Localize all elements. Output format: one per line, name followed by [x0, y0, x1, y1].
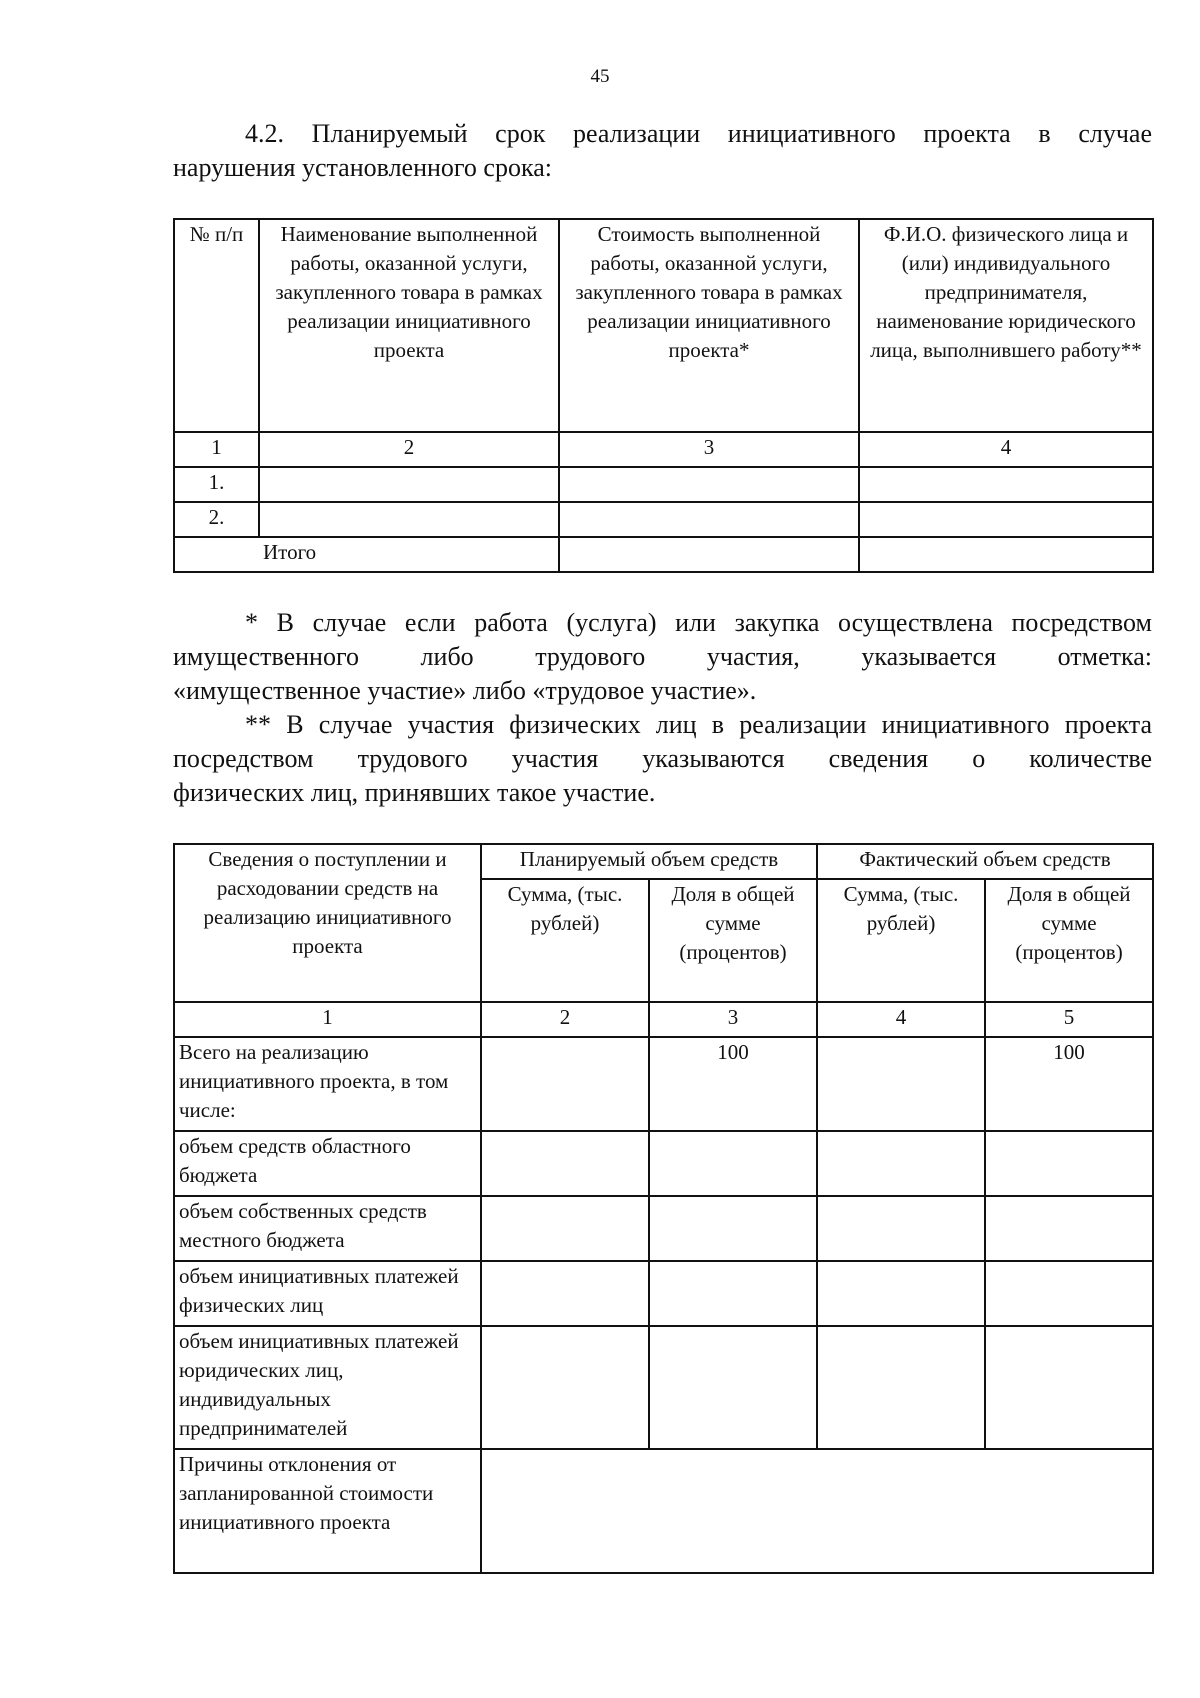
empty-cell: [559, 502, 859, 537]
empty-cell: [859, 467, 1153, 502]
implementation-table: [173, 218, 1154, 573]
column-number-row: [174, 1002, 1153, 1037]
table-row: [174, 1037, 1153, 1131]
empty-cell: [259, 467, 559, 502]
footnote-2-line1: ** В случае участия физических лиц в реализации инициативного проекта: [245, 710, 1152, 739]
empty-cell: [259, 502, 559, 537]
footnote-2-line2: посредством трудового участия указываются сведения о количестве: [173, 744, 1152, 773]
header-actual-volume: Фактический объем средств: [817, 844, 1153, 879]
table-row: [174, 1261, 1153, 1326]
table-row: [174, 1131, 1153, 1196]
row-label: объем инициативных платежей юридических лиц, индивидуальных предпринимателей: [174, 1326, 481, 1449]
funding-table: [173, 843, 1154, 1574]
column-number-row: [174, 432, 1153, 467]
table-header-row: [174, 219, 1153, 432]
section-heading-line2: нарушения установленного срока:: [173, 153, 552, 182]
empty-cell: [649, 1196, 817, 1261]
empty-cell: [481, 1261, 649, 1326]
footnote-2-line3: физических лиц, принявших такое участие.: [173, 778, 656, 807]
empty-cell: [985, 1326, 1153, 1449]
empty-cell: [985, 1196, 1153, 1261]
footnote-1-line2: имущественного либо трудового участия, указывается отметка:: [173, 642, 1152, 671]
table-header-row: [174, 844, 1153, 879]
planned-share-value: 100: [649, 1037, 817, 1131]
actual-share-value: 100: [985, 1037, 1153, 1131]
table-row: [174, 1326, 1153, 1449]
column-number: 2: [481, 1002, 649, 1037]
header-cost: Стоимость выполненной работы, оказанной услуги, закупленного товара в рамках реализации инициативного проекта*: [559, 219, 859, 432]
empty-cell: [985, 1131, 1153, 1196]
column-number: 4: [859, 432, 1153, 467]
row-label: объем средств областного бюджета: [174, 1131, 481, 1196]
footnote-1-line1: * В случае если работа (услуга) или закупка осуществлена посредством: [245, 608, 1152, 637]
empty-cell: [481, 1326, 649, 1449]
header-actual-sum: Сумма, (тыс. рублей): [817, 879, 985, 1002]
empty-cell: [817, 1131, 985, 1196]
header-number: № п/п: [174, 219, 259, 432]
empty-cell: [817, 1261, 985, 1326]
header-planned-volume: Планируемый объем средств: [481, 844, 817, 879]
row-label: объем собственных средств местного бюджета: [174, 1196, 481, 1261]
table-row: [174, 1196, 1153, 1261]
row-label: объем инициативных платежей физических лиц: [174, 1261, 481, 1326]
header-work-name: Наименование выполненной работы, оказанной услуги, закупленного товара в рамках реализации инициативного проекта: [259, 219, 559, 432]
empty-cell: [481, 1131, 649, 1196]
empty-cell: [985, 1261, 1153, 1326]
empty-cell: [649, 1326, 817, 1449]
header-planned-share: Доля в общей сумме (процентов): [649, 879, 817, 1002]
section-heading-line1: 4.2. Планируемый срок реализации инициативного проекта в случае: [245, 119, 1152, 148]
column-number: 2: [259, 432, 559, 467]
empty-cell: [859, 502, 1153, 537]
column-number: 3: [649, 1002, 817, 1037]
column-number: 3: [559, 432, 859, 467]
deviation-row: [174, 1449, 1153, 1573]
column-number: 1: [174, 432, 259, 467]
empty-cell: [481, 1037, 649, 1131]
empty-cell: [649, 1261, 817, 1326]
total-label: Итого: [174, 537, 559, 572]
empty-cell: [817, 1196, 985, 1261]
footnote-1-line3: «имущественное участие» либо «трудовое участие».: [173, 676, 757, 705]
row-number: 2.: [174, 502, 259, 537]
empty-cell: [817, 1326, 985, 1449]
empty-cell: [817, 1037, 985, 1131]
column-number: 4: [817, 1002, 985, 1037]
column-number: 5: [985, 1002, 1153, 1037]
row-label: Всего на реализацию инициативного проекта, в том числе:: [174, 1037, 481, 1131]
empty-cell: [559, 537, 859, 572]
empty-cell: [859, 537, 1153, 572]
header-contractor: Ф.И.О. физического лица и (или) индивидуального предпринимателя, наименование юридического лица, выполнившего работу**: [859, 219, 1153, 432]
column-number: 1: [174, 1002, 481, 1037]
total-row: [174, 537, 1153, 572]
table-row: [174, 467, 1153, 502]
page-number: 45: [590, 66, 610, 87]
empty-cell: [559, 467, 859, 502]
header-funding-info: Сведения о поступлении и расходовании средств на реализацию инициативного проекта: [174, 844, 481, 1002]
empty-cell: [481, 1449, 1153, 1573]
header-actual-share: Доля в общей сумме (процентов): [985, 879, 1153, 1002]
empty-cell: [481, 1196, 649, 1261]
header-planned-sum: Сумма, (тыс. рублей): [481, 879, 649, 1002]
deviation-label: Причины отклонения от запланированной стоимости инициативного проекта: [174, 1449, 481, 1573]
row-number: 1.: [174, 467, 259, 502]
table-row: [174, 502, 1153, 537]
empty-cell: [649, 1131, 817, 1196]
